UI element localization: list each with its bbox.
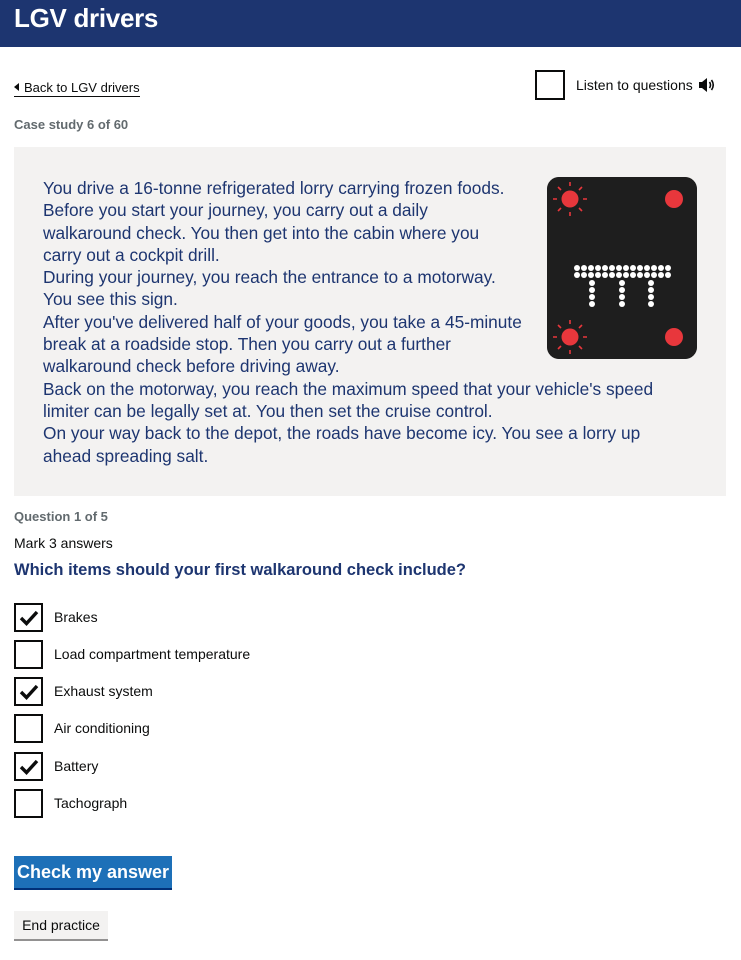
question-text: Which items should your first walkaround check include? <box>14 561 466 579</box>
checkbox[interactable] <box>14 640 43 669</box>
scenario-paragraph: Back on the motorway, you reach the maximum speed that your vehicle's speed limiter can be legally set at. You then set the cruise control. <box>43 378 654 421</box>
checkbox[interactable] <box>14 677 43 706</box>
option-air-conditioning[interactable] <box>14 714 614 744</box>
motorway-signal-sign <box>547 177 697 359</box>
checkbox[interactable] <box>14 752 43 781</box>
back-link[interactable] <box>14 80 140 97</box>
option-battery[interactable] <box>14 752 614 782</box>
scenario-paragraph: You drive a 16-tonne refrigerated lorry carrying frozen foods. <box>43 178 505 198</box>
option-load-compartment-temperature[interactable] <box>14 640 614 670</box>
page-title: LGV drivers <box>14 3 159 33</box>
option-label: Battery <box>54 758 99 774</box>
option-brakes[interactable] <box>14 603 614 633</box>
option-label: Tachograph <box>54 795 128 811</box>
checkbox[interactable] <box>14 714 43 743</box>
scenario-paragraph: After you've delivered half of your goods, you take a 45-minute break at a roadside stop. Then you carry out a further walkaround check before driving away. <box>43 311 522 377</box>
scenario-panel <box>14 147 726 496</box>
case-study-counter: Case study 6 of 60 <box>14 117 129 132</box>
header-bar <box>0 0 741 47</box>
listen-checkbox[interactable] <box>535 70 565 100</box>
option-label: Air conditioning <box>54 720 150 736</box>
end-practice-button[interactable]: End practice <box>14 911 108 939</box>
checkbox[interactable] <box>14 789 43 818</box>
checkbox[interactable] <box>14 603 43 632</box>
option-label: Brakes <box>54 609 98 625</box>
option-label: Exhaust system <box>54 683 153 699</box>
scenario-paragraph: On your way back to the depot, the roads have become icy. You see a lorry up ahead spreading salt. <box>43 423 641 466</box>
lamp-icon <box>665 328 683 346</box>
back-link-label: Back to LGV drivers <box>24 80 140 95</box>
question-counter: Question 1 of 5 <box>14 509 108 524</box>
option-label: Load compartment temperature <box>54 646 251 662</box>
option-exhaust-system[interactable] <box>14 677 614 707</box>
chevron-left-icon <box>14 83 19 91</box>
checkmark-icon <box>19 608 39 628</box>
checkmark-icon <box>19 757 39 777</box>
answer-instruction: Mark 3 answers <box>14 535 113 551</box>
checkmark-icon <box>19 682 39 702</box>
scenario-paragraph: During your journey, you reach the entrance to a motorway. You see this sign. <box>43 267 496 310</box>
lamp-icon <box>665 190 683 208</box>
scenario-paragraph: Before you start your journey, you carry out a daily walkaround check. You then get into the cabin where you carry out a cockpit drill. <box>43 200 480 265</box>
speaker-icon[interactable] <box>698 77 716 93</box>
check-answer-button[interactable]: Check my answer <box>14 856 172 888</box>
listen-label[interactable]: Listen to questions <box>576 77 693 93</box>
option-tachograph[interactable] <box>14 789 614 819</box>
